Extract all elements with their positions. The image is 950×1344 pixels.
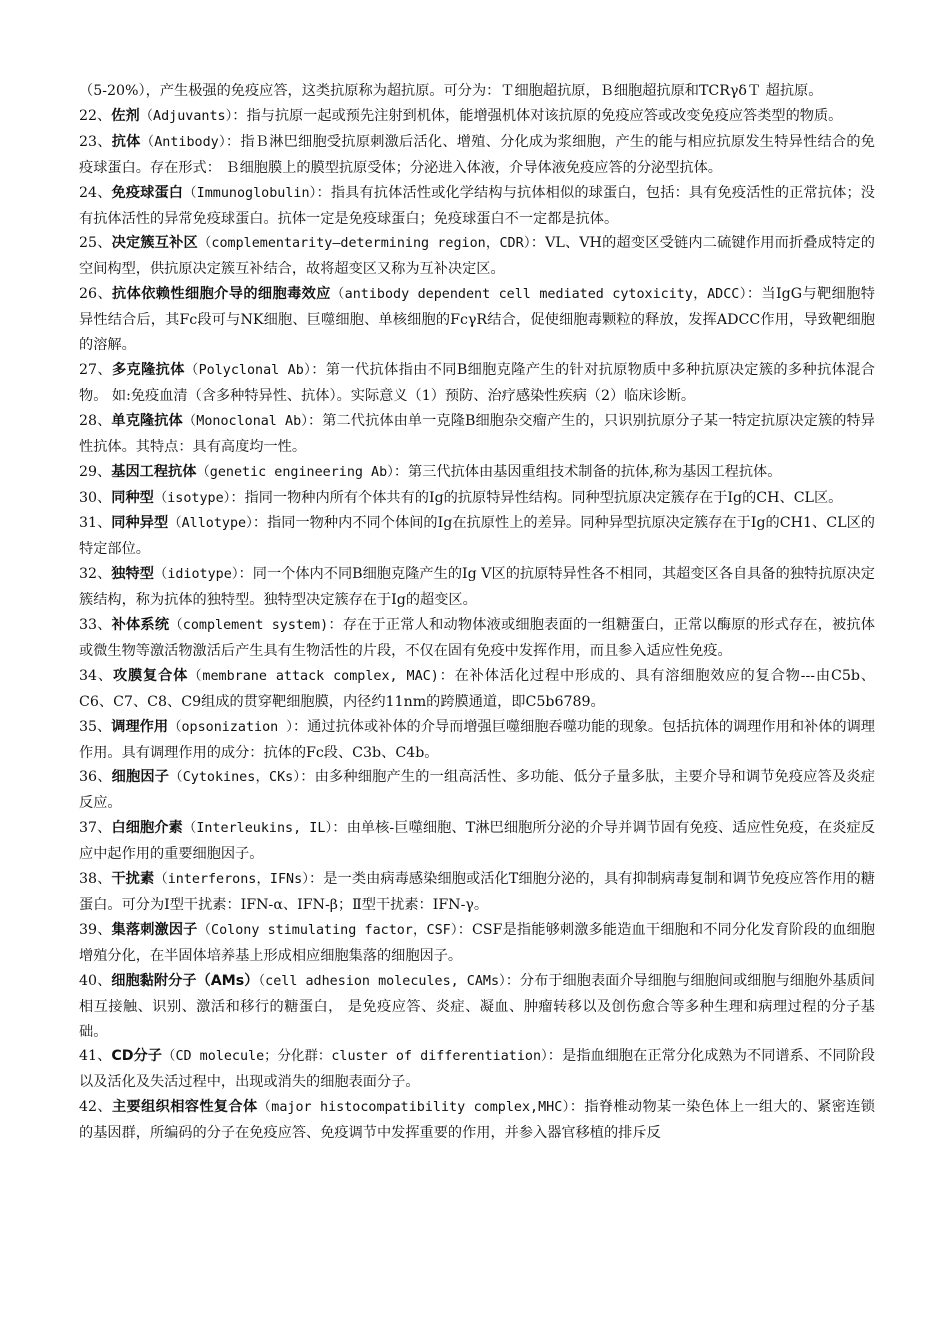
definition-number: 39、 (79, 921, 112, 938)
definition-term: 基因工程抗体 (111, 463, 197, 480)
intro-paragraph: （5-20%），产生极强的免疫应答，这类抗原称为超抗原。可分为：Ｔ细胞超抗原，Ｂ细胞超抗原和TCRγδＴ 超抗原。 (79, 83, 823, 99)
definition-item (79, 562, 875, 613)
definition-text: ：是一类由病毒感染细胞或活化T细胞分泌的，具有抑制病毒复制和调节免疫应答作用的糖蛋白。可分为Ⅰ型干扰素：IFN-α、IFN-β；Ⅱ型干扰素：IFN-γ。 (79, 871, 875, 913)
definition-number: 29、 (79, 463, 112, 480)
definition-item (79, 613, 875, 664)
definition-item (79, 816, 875, 867)
definition-english: （major histocompatibility complex,MHC） (257, 1100, 570, 1116)
definition-english: （Interleukins, IL） (182, 821, 333, 837)
definition-item (79, 969, 875, 1045)
definition-term: 干扰素 (111, 871, 155, 888)
definition-english: （membrane attack complex, MAC) (188, 668, 439, 684)
definition-item (79, 918, 875, 969)
definition-number: 36、 (79, 769, 112, 786)
definition-number: 28、 (79, 412, 112, 429)
definition-item (79, 511, 875, 562)
definition-english: （genetic engineering Ab） (196, 464, 394, 480)
definition-english: （Antibody） (140, 134, 226, 150)
definition-term: 同种异型 (111, 515, 169, 532)
definition-term: 抗体 (111, 133, 141, 150)
definition-text: ：第二代抗体由单一克隆B细胞杂交瘤产生的，只识别抗原分子某一特定抗原决定簇的特异性抗体。其特点：具有高度均一性。 (79, 412, 875, 455)
definition-term: 同种型 (111, 489, 154, 506)
definition-text: ：在补体活化过程中形成的、具有溶细胞效应的复合物---由C5b、C6、C7、C8、C9组成的贯穿靶细胞膜，内径约11nm的跨膜通道，即C5b6789。 (79, 667, 875, 710)
definition-number: 31、 (79, 515, 112, 532)
definition-text: ：指具有抗体活性或化学结构与抗体相似的球蛋白，包括：具有免疫活性的正常抗体；没有抗体活性的异常免疫球蛋白。抗体一定是免疫球蛋白；免疫球蛋白不一定都是抗体。 (79, 184, 875, 227)
definition-term: 佐剂 (111, 107, 140, 124)
definition-text: ：VL、VH的超变区受链内二硫键作用而折叠成特定的空间构型，供抗原决定簇互补结合，故将超变区又称为互补决定区。 (79, 235, 875, 278)
definition-english: （CD molecule；分化群：cluster of differentiation） (162, 1049, 548, 1065)
definition-english: （complement system) (169, 618, 329, 634)
definition-english: （Allotype） (168, 516, 253, 532)
definition-text: ：由多种细胞产生的一组高活性、多功能、低分子量多肽，主要介导和调节免疫应答及炎症反应。 (79, 769, 875, 812)
definition-term: 决定簇互补区 (111, 235, 198, 252)
definition-term: 白细胞介素 (111, 820, 183, 837)
definition-english: （Cytokines，CKs） (169, 770, 301, 786)
definition-text: ：指脊椎动物某一染色体上一组大的、紧密连锁的基因群，所编码的分子在免疫应答、免疫调节中发挥重要的作用，并参入器官移植的排斥反 (79, 1099, 875, 1142)
definition-number: 38、 (79, 871, 112, 888)
definition-list (79, 104, 875, 1146)
definition-term: 主要组织相容性复合体 (111, 1099, 258, 1116)
definition-text: ：同一个体内不同B细胞克隆产生的Ig V区的抗原特异性各不相同，其超变区各自具备的独特抗原决定簇结构，称为抗体的独特型。独特型决定簇存在于Ig的超变区。 (79, 566, 875, 609)
definition-english: （cell adhesion molecules, CAMs） (258, 973, 506, 989)
definition-english: （opsonization ） (168, 719, 293, 735)
definition-item (79, 130, 875, 181)
definition-number: 24、 (79, 184, 112, 201)
definition-term: 独特型 (111, 566, 154, 583)
definition-english: （Immunoglobulin） (183, 185, 317, 201)
definition-term: 多克隆抗体 (112, 361, 185, 378)
definition-text: ：通过抗体或补体的介导而增强巨噬细胞吞噬功能的现象。包括抗体的调理作用和补体的调理作用。具有调理作用的成分：抗体的Fc段、C3b、C4b。 (79, 718, 875, 761)
definition-item (79, 181, 875, 232)
definition-english: （Polyclonal Ab） (184, 362, 312, 378)
definition-text: ：指与抗原一起或预先注射到机体，能增强机体对该抗原的免疫应答或改变免疫应答类型的物质。 (232, 107, 843, 124)
definition-number: 26、 (79, 286, 113, 303)
definition-english: （Colony stimulating factor，CSF） (197, 922, 458, 938)
definition-number: 35、 (79, 718, 112, 735)
definition-text: ：是指血细胞在正常分化成熟为不同谱系、不同阶段以及活化及失活过程中，出现或消失的细胞表面分子。 (79, 1048, 875, 1091)
definition-english: （antibody dependent cell mediated cytoxicity，ADCC） (330, 287, 747, 303)
definition-english: （interferons，IFNs） (154, 872, 310, 888)
definition-item (79, 358, 875, 409)
definition-number: 40、 (79, 972, 112, 989)
definition-number: 42、 (79, 1099, 112, 1116)
definition-item (79, 104, 875, 130)
definition-item (79, 460, 875, 486)
definition-term: 补体系统 (111, 617, 170, 634)
definition-item (79, 664, 875, 715)
definition-english: （isotype） (153, 490, 231, 506)
definition-text: ：分布于细胞表面介导细胞与细胞间或细胞与细胞外基质间相互接触、识别、激活和移行的糖蛋白， 是免疫应答、炎症、凝血、肿瘤转移以及创伤愈合等多种生理和病理过程的分子基础。 (79, 972, 875, 1040)
definition-number: 32、 (79, 566, 112, 583)
definition-text: ：由单核-巨噬细胞、T淋巴细胞所分泌的介导并调节固有免疫、适应性免疫，在炎症反应中起作用的重要细胞因子。 (79, 820, 875, 863)
definition-english: （complementarity—determining region，CDR） (197, 236, 531, 252)
definition-number: 37、 (79, 820, 112, 837)
definition-text: ：CSF是指能够刺激多能造血干细胞和不同分化发育阶段的血细胞增殖分化，在半固体培养基上形成相应细胞集落的细胞因子。 (79, 921, 875, 964)
definition-term: 攻膜复合体 (112, 667, 189, 684)
definition-english: （Monoclonal Ab） (182, 413, 308, 429)
definition-number: 22、 (79, 107, 112, 124)
definition-number: 23、 (79, 133, 112, 150)
definition-term: 抗体依赖性细胞介导的细胞毒效应 (112, 286, 331, 303)
definition-item (79, 282, 875, 358)
definition-number: 25、 (79, 235, 112, 252)
definition-text: ：指Ｂ淋巴细胞受抗原刺激后活化、增殖、分化成为浆细胞，产生的能与相应抗原发生特异性结合的免疫球蛋白。存在形式： Ｂ细胞膜上的膜型抗原受体；分泌进入体液，介导体液免疫应答的分泌型抗体。 (79, 133, 875, 176)
definition-term: 免疫球蛋白 (111, 184, 184, 201)
definition-term: CD分子 (111, 1048, 163, 1065)
definition-number: 30、 (79, 489, 112, 506)
definition-item (79, 765, 875, 816)
definition-text: ：指同一物种内不同个体间的Ig在抗原性上的差异。同种异型抗原决定簇存在于Ig的CH1、CL区的特定部位。 (79, 515, 875, 558)
definition-english: （Adjuvants） (139, 108, 233, 124)
definition-number: 41、 (79, 1048, 112, 1065)
definition-number: 33、 (79, 617, 112, 634)
definition-term: 集落刺激因子 (111, 921, 198, 938)
definition-item (79, 715, 875, 766)
definition-text: ：第三代抗体由基因重组技术制备的抗体,称为基因工程抗体。 (393, 463, 782, 480)
definition-text: ：指同一物种内所有个体共有的Ig的抗原特异性结构。同种型抗原决定簇存在于Ig的CH、CL区。 (230, 489, 843, 506)
definition-item (79, 1044, 875, 1095)
definition-term: 细胞黏附分子（AMs） (111, 972, 259, 989)
definition-term: 单克隆抗体 (111, 412, 183, 429)
definition-term: 调理作用 (111, 718, 169, 735)
definition-number: 34、 (79, 667, 113, 684)
definition-text: ：第一代抗体指由不同B细胞克隆产生的针对抗原物质中多种抗原决定簇的多种抗体混合物。 如:免疫血清（含多种特异性、抗体）。实际意义（1）预防、治疗感染性疾病（2）临床诊断。 (79, 361, 875, 404)
definition-item (79, 486, 875, 512)
definition-text: ：当IgG与靶细胞特异性结合后，其Fc段可与NK细胞、巨噬细胞、单核细胞的FcγR结合，促使细胞毒颗粒的释放，发挥ADCC作用，导致靶细胞的溶解。 (79, 286, 875, 354)
definition-item (79, 231, 875, 282)
definition-item (79, 1095, 875, 1146)
definition-english: （idiotype） (153, 567, 239, 583)
definition-number: 27、 (79, 361, 112, 378)
definition-text: ：存在于正常人和动物体液或细胞表面的一组糖蛋白，正常以酶原的形式存在，被抗体或微生物等激活物激活后产生具有生物活性的片段，不仅在固有免疫中发挥作用，而且参入适应性免疫。 (79, 617, 875, 659)
definition-item (79, 409, 875, 460)
definition-term: 细胞因子 (111, 769, 170, 786)
definition-item (79, 867, 875, 918)
